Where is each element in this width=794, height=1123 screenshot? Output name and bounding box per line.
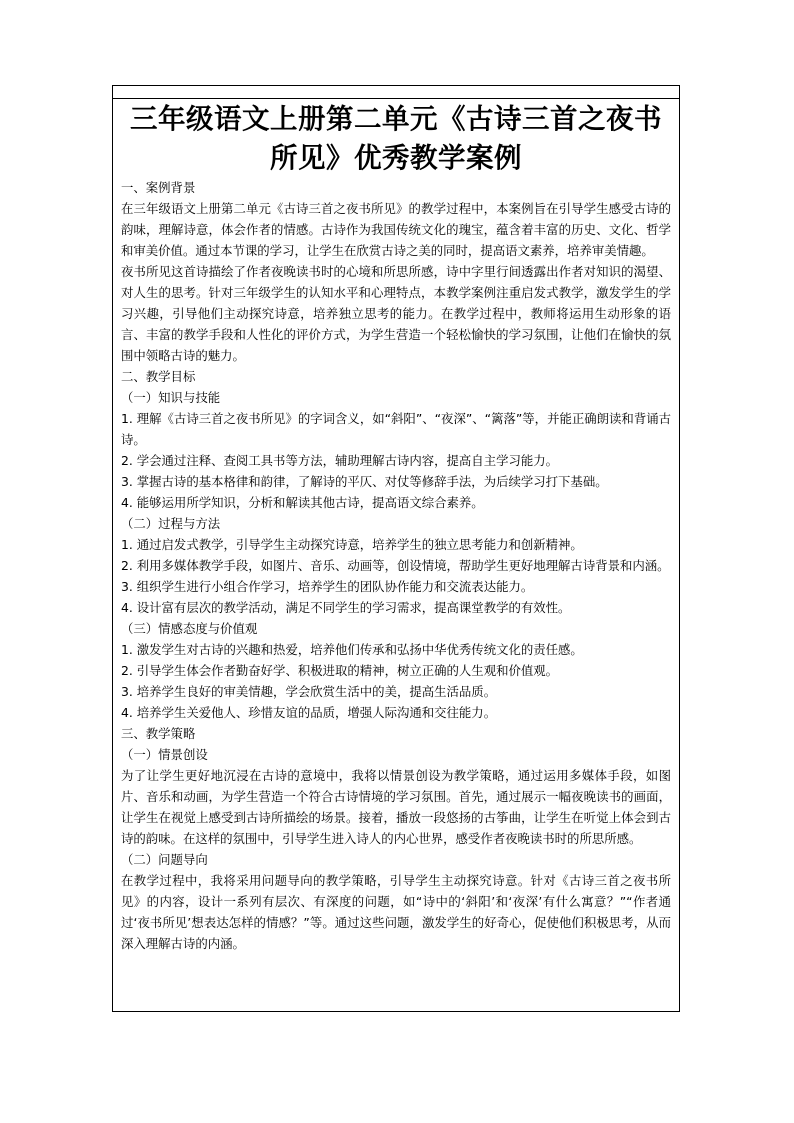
paragraph: 3. 组织学生进行小组合作学习，培养学生的团队协作能力和交流表达能力。 — [121, 579, 534, 594]
paragraph: 在三年级语文上册第二单元《古诗三首之夜书所见》的教学过程中，本案例旨在引导学生感受古诗的韵味，理解诗意，体会作者的情感。古诗作为我国传统文化的瑰宝，蕴含着丰富的历史、文化、哲学和审美价值。通过本节课的学习，让学生在欣赏古诗之美的同时，提高语文素养，培养审美情趣。 — [121, 201, 671, 258]
section-heading: 三、教学策略 — [121, 726, 196, 741]
paragraph: 4. 能够运用所学知识，分析和解读其他古诗，提高语文综合素养。 — [121, 495, 484, 510]
section-heading: （二）问题导向 — [121, 852, 208, 867]
paragraph: 夜书所见这首诗描绘了作者夜晚读书时的心境和所思所感，诗中字里行间透露出作者对知识的渴望、对人生的思考。针对三年级学生的认知水平和心理特点，本教学案例注重启发式教学，激发学生的学习兴趣，引导他们主动探究诗意，培养独立思考的能力。在教学过程中，教师将运用生动形象的语言、丰富的教学手段和人性化的评价方式，为学生营造一个轻松愉快的学习氛围，让他们在愉快的氛围中领略古诗的魅力。 — [121, 264, 671, 363]
section-heading: 一、案例背景 — [121, 180, 196, 195]
paragraph: 1. 理解《古诗三首之夜书所见》的字词含义，如“斜阳”、“夜深”、“篱落”等，并能正确朗读和背诵古诗。 — [121, 411, 671, 447]
document-title: 三年级语文上册第二单元《古诗三首之夜书所见》优秀教学案例 — [130, 103, 662, 174]
paragraph: 1. 激发学生对古诗的兴趣和热爱，培养他们传承和弘扬中华优秀传统文化的责任感。 — [121, 642, 583, 657]
paragraph: 2. 利用多媒体教学手段，如图片、音乐、动画等，创设情境，帮助学生更好地理解古诗背景和内涵。 — [121, 558, 670, 573]
top-rule — [113, 98, 679, 99]
section-heading: （一）情景创设 — [121, 747, 208, 762]
section-heading: （二）过程与方法 — [121, 516, 221, 531]
paragraph: 2. 学会通过注释、查阅工具书等方法，辅助理解古诗内容，提高自主学习能力。 — [121, 453, 559, 468]
paragraph: 4. 设计富有层次的教学活动，满足不同学生的学习需求，提高课堂教学的有效性。 — [121, 600, 571, 615]
paragraph: 在教学过程中，我将采用问题导向的教学策略，引导学生主动探究诗意。针对《古诗三首之夜书所见》的内容，设计一系列有层次、有深度的问题，如“诗中的‘斜阳’和‘夜深’有什么寓意？”“作者通过‘夜书所见’想表达怎样的情感？”等。通过这些问题，激发学生的好奇心，促使他们积极思考，从而深入理解古诗的内涵。 — [121, 873, 671, 951]
section-heading: 二、教学目标 — [121, 369, 196, 384]
section-heading: （三）情感态度与价值观 — [121, 621, 258, 636]
paragraph: 3. 掌握古诗的基本格律和韵律，了解诗的平仄、对仗等修辞手法，为后续学习打下基础。 — [121, 474, 608, 489]
paragraph: 1. 通过启发式教学，引导学生主动探究诗意，培养学生的独立思考能力和创新精神。 — [121, 537, 583, 552]
paragraph: 为了让学生更好地沉浸在古诗的意境中，我将以情景创设为教学策略，通过运用多媒体手段，如图片、音乐和动画，为学生营造一个符合古诗情境的学习氛围。首先，通过展示一幅夜晚读书的画面，让学生在视觉上感受到古诗所描绘的场景。接着，播放一段悠扬的古筝曲，让学生在听觉上体会到古诗的韵味。在这样的氛围中，引导学生进入诗人的内心世界，感受作者夜晚读书时的所思所感。 — [121, 768, 671, 846]
document-frame — [112, 85, 680, 1012]
document-content — [121, 100, 671, 954]
section-heading: （一）知识与技能 — [121, 390, 221, 405]
paragraph: 3. 培养学生良好的审美情趣，学会欣赏生活中的美，提高生活品质。 — [121, 684, 497, 699]
paragraph: 4. 培养学生关爱他人、珍惜友谊的品质，增强人际沟通和交往能力。 — [121, 705, 497, 720]
paragraph: 2. 引导学生体会作者勤奋好学、积极进取的精神，树立正确的人生观和价值观。 — [121, 663, 559, 678]
